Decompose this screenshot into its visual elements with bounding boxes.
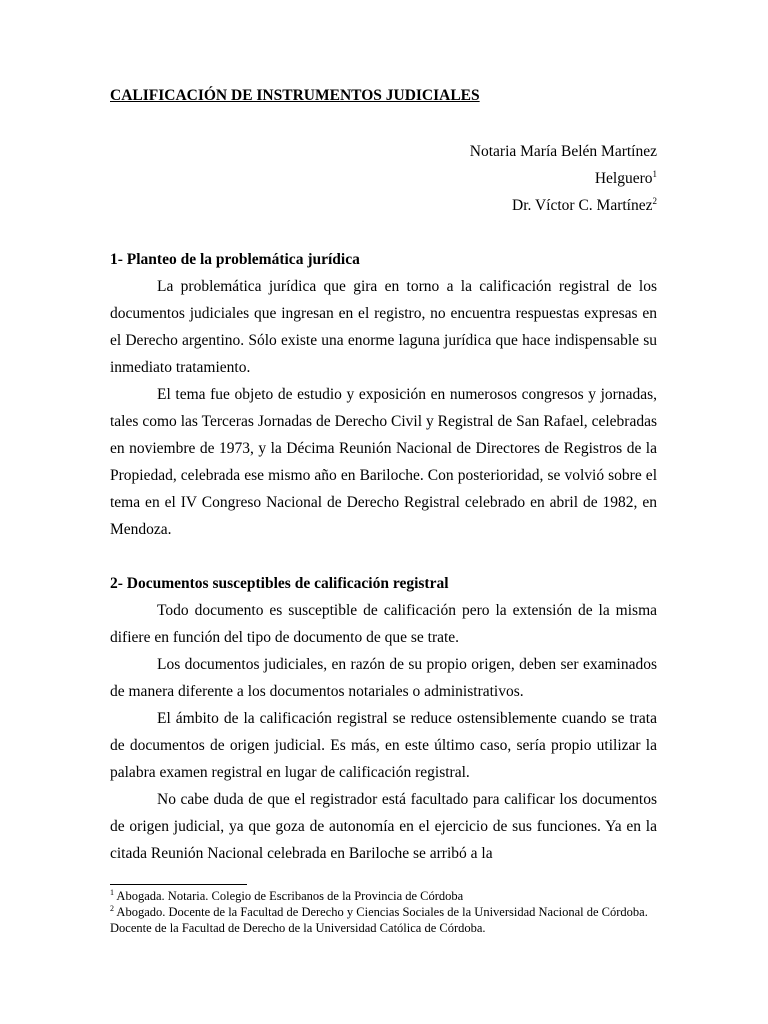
footnote-number: 1 — [110, 887, 114, 897]
document-page — [110, 86, 657, 867]
section-heading: 2- Documentos susceptibles de calificación registral — [110, 575, 449, 592]
author-line-1 — [110, 138, 657, 165]
footnotes — [110, 884, 657, 936]
paragraph: El tema fue objeto de estudio y exposición en numerosos congresos y jornadas, tales como las Terceras Jornadas de Derecho Civil y Registral de San Rafael, celebradas en noviembre de 1973, y la Décima Reunión Nacional de Directores de Registros de la Propiedad, celebrada ese mismo año en Bariloche. Con posterioridad, se volvió sobre el tema en el IV Congreso Nacional de Derecho Registral celebrado en abril de 1982, en Mendoza. — [110, 386, 657, 538]
footnote-text: Abogado. Docente de la Facultad de Derecho y Ciencias Sociales de la Universidad Nacional de Córdoba. Docente de la Facultad de Derecho de la Universidad Católica de Córdoba. — [110, 905, 648, 935]
section-2 — [110, 570, 657, 867]
footnote-text: Abogada. Notaria. Colegio de Escribanos de la Provincia de Córdoba — [114, 889, 464, 903]
footnote-1 — [110, 888, 657, 904]
author-block — [110, 138, 657, 219]
paragraph: La problemática jurídica que gira en torno a la calificación registral de los documentos judiciales que ingresan en el registro, no encuentra respuestas expresas en el Derecho argentino. Sólo existe una enorme laguna jurídica que hace indispensable su inmediato tratamiento. — [110, 278, 657, 376]
author-name: Notaria María Belén Martínez — [469, 143, 657, 160]
author-line-3 — [110, 192, 657, 219]
paragraph: Los documentos judiciales, en razón de su propio origen, deben ser examinados de manera diferente a los documentos notariales o administrativos. — [110, 656, 657, 700]
paragraph: Todo documento es susceptible de calificación pero la extensión de la misma difiere en función del tipo de documento de que se trate. — [110, 602, 657, 646]
section-1 — [110, 246, 657, 543]
paragraph: El ámbito de la calificación registral se reduce ostensiblemente cuando se trata de documentos de origen judicial. Es más, en este último caso, sería propio utilizar la palabra examen registral en lugar de calificación registral. — [110, 710, 657, 781]
footnote-number: 2 — [110, 903, 114, 913]
section-heading: 1- Planteo de la problemática jurídica — [110, 251, 360, 268]
author-name: Dr. Víctor C. Martínez — [512, 197, 653, 214]
footnote-separator — [110, 884, 247, 885]
document-title: CALIFICACIÓN DE INSTRUMENTOS JUDICIALES — [110, 87, 480, 104]
paragraph: No cabe duda de que el registrador está facultado para calificar los documentos de origen judicial, ya que goza de autonomía en el ejercicio de sus funciones. Ya en la citada Reunión Nacional celebrada en Bariloche se arribó a la — [110, 791, 657, 862]
footnote-2 — [110, 904, 657, 936]
author-name: Helguero — [594, 170, 653, 187]
footnote-marker: 1 — [652, 168, 657, 179]
author-line-2 — [110, 165, 657, 192]
footnote-marker: 2 — [652, 195, 657, 206]
